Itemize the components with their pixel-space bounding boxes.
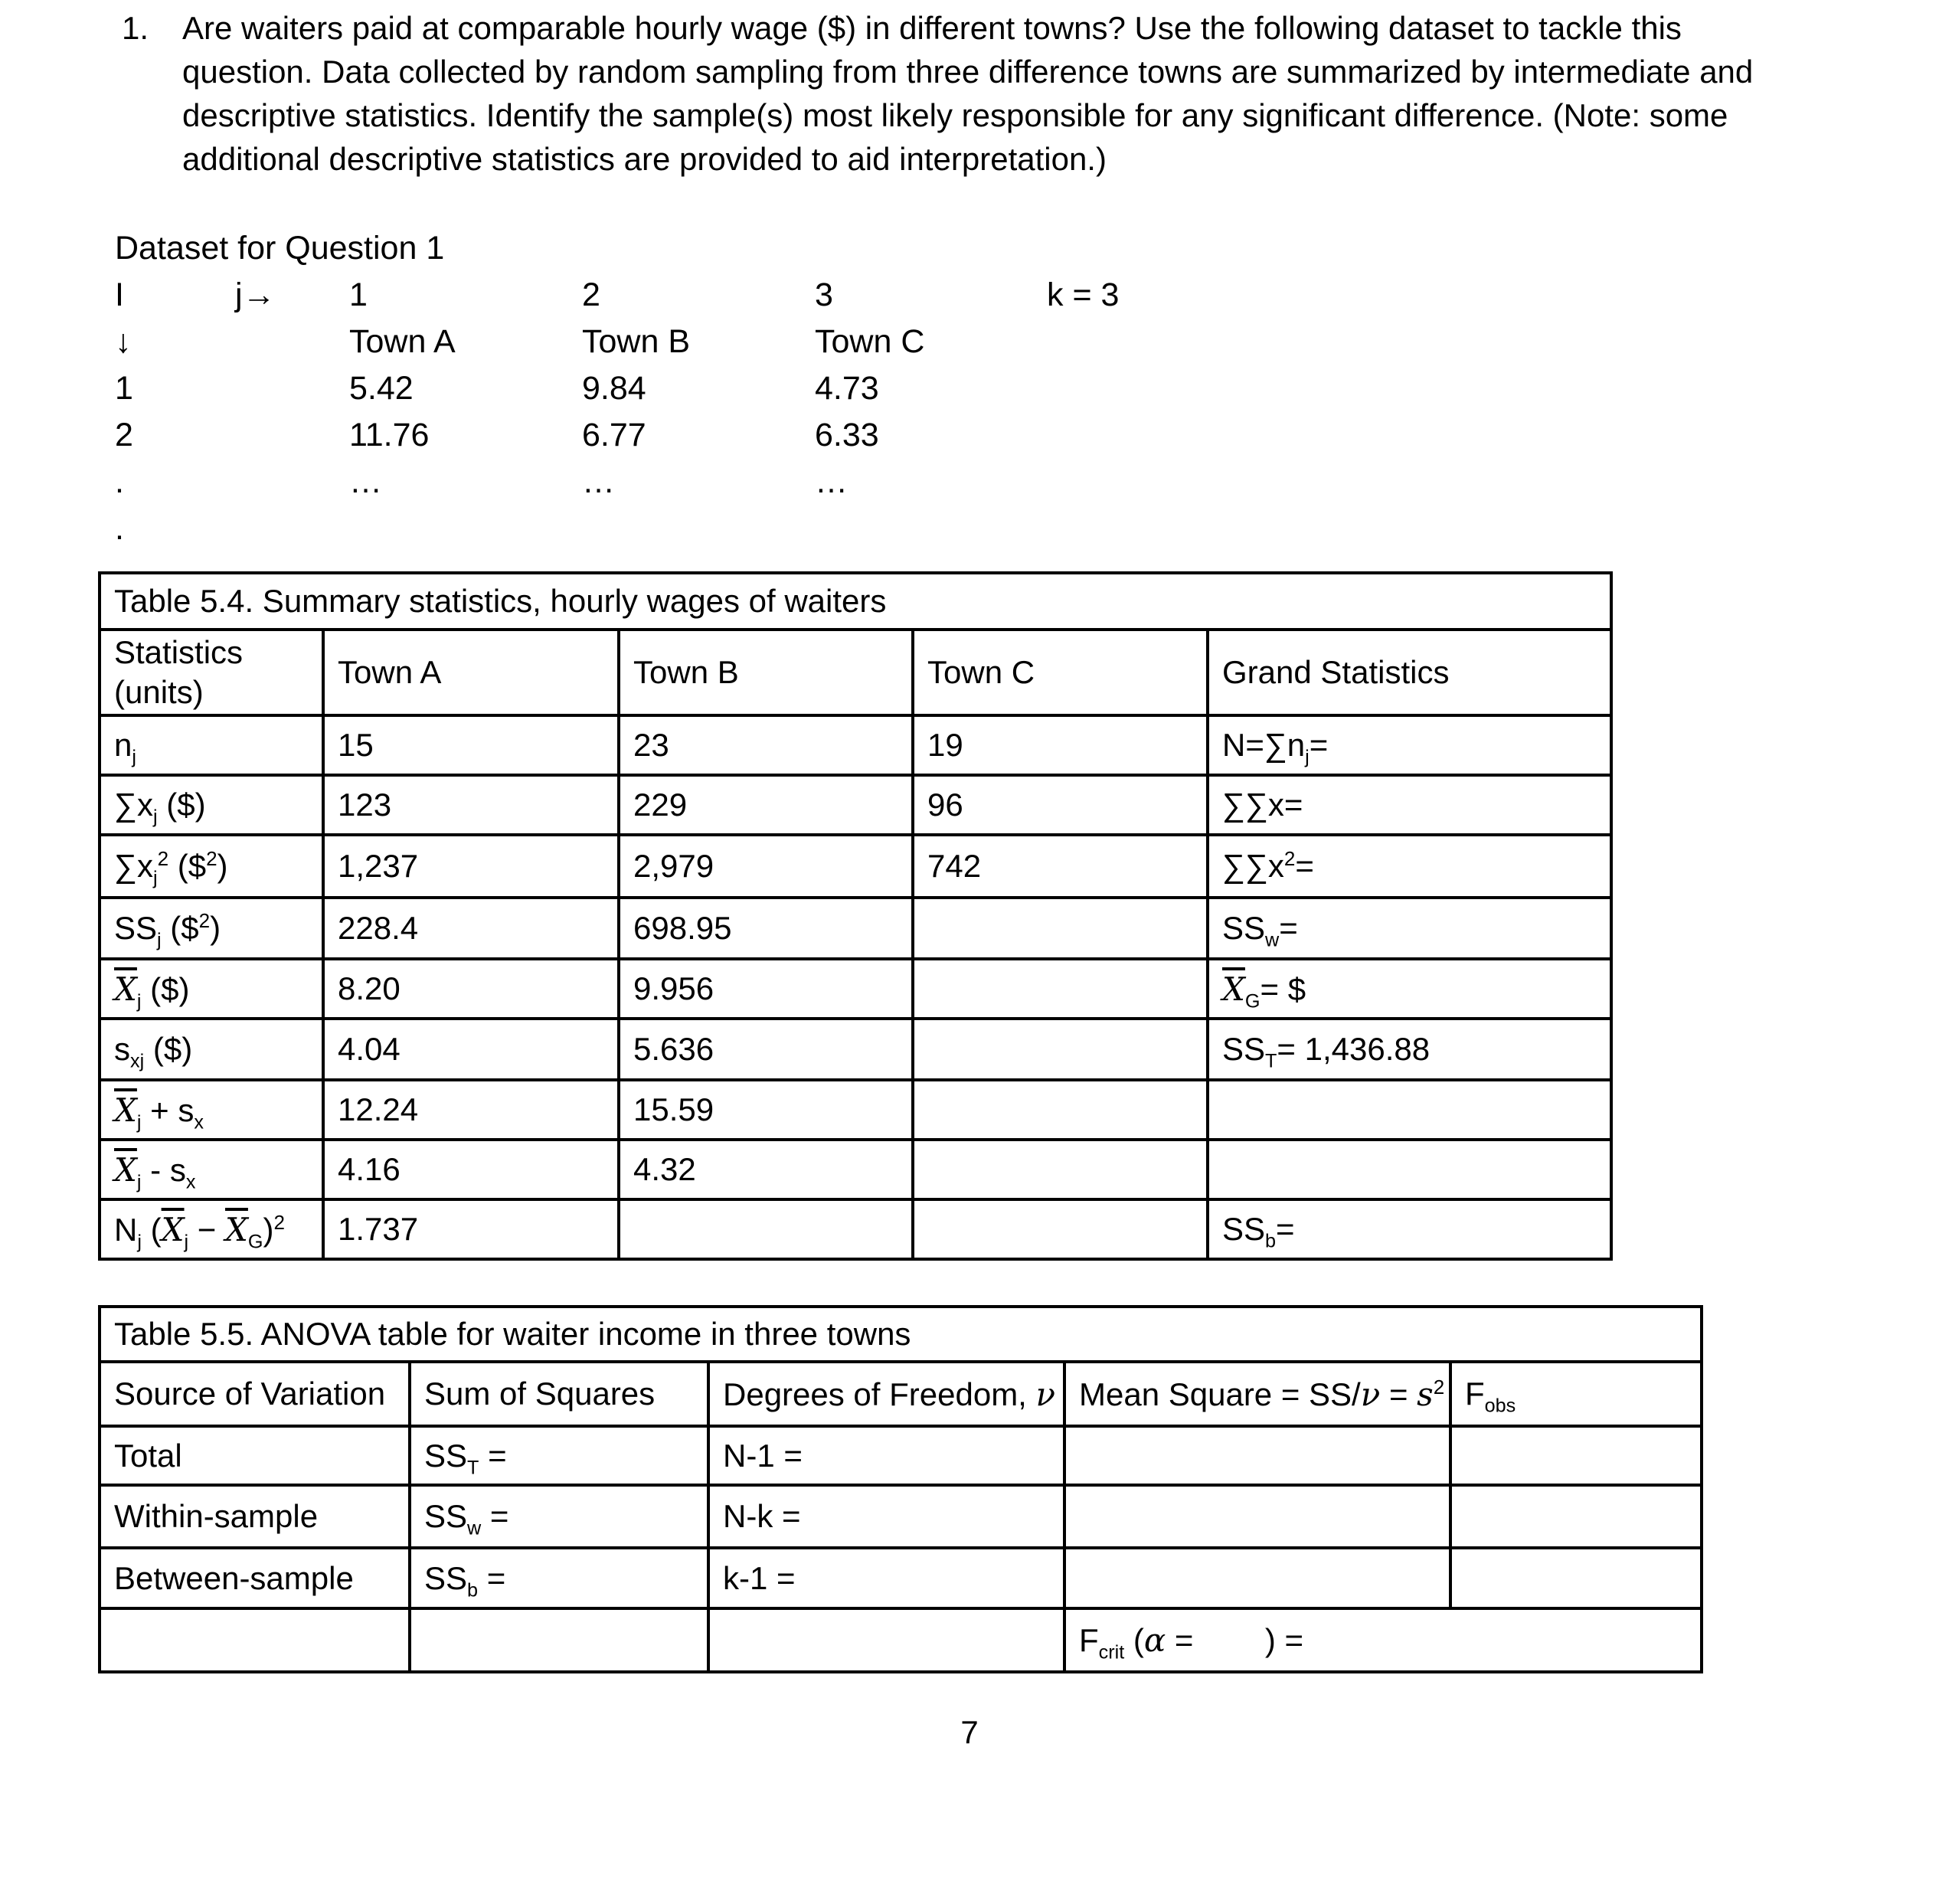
header-grand-statistics: Grand Statistics xyxy=(1208,630,1611,715)
grand-cell: $SS_w=$ xyxy=(1208,898,1611,959)
town-c-value: 4.73 xyxy=(815,370,879,407)
table-row xyxy=(100,1080,1611,1140)
table-row xyxy=(100,1426,1702,1485)
header-town-a: Town A xyxy=(323,630,619,715)
row-label-cell: $\overline{X}_j + s_x$ xyxy=(100,1080,323,1140)
grand-cell: $\overline{X}_G=$ $ xyxy=(1208,959,1611,1019)
df-cell xyxy=(708,1608,1064,1672)
ss-cell: $SS_b$ = xyxy=(410,1548,708,1608)
grand-cell: $SS_T= 1,436.88$ xyxy=(1208,1019,1611,1080)
dataset-data-row xyxy=(115,417,1340,461)
value-cell: 15.59 xyxy=(619,1080,913,1140)
ss-cell: $SS_w$ = xyxy=(410,1485,708,1548)
row-label-cell: $\sum x_j^2$ (\$$^2$) xyxy=(100,835,323,898)
summary-statistics-table xyxy=(98,571,1613,1261)
anova-table xyxy=(98,1305,1703,1673)
value-cell: 1,237 xyxy=(323,835,619,898)
town-c-value: … xyxy=(815,463,848,500)
dataset-town-row xyxy=(115,323,1340,368)
table55-title-row xyxy=(100,1307,1702,1362)
col-index-label: j→ xyxy=(235,276,276,313)
col-3-number: 3 xyxy=(815,276,833,313)
value-cell xyxy=(913,959,1208,1019)
obs-index: . xyxy=(115,510,124,547)
question-number: 1. xyxy=(122,10,149,46)
header-town-c: Town C xyxy=(913,630,1208,715)
value-cell: 23 xyxy=(619,715,913,775)
fobs-cell xyxy=(1450,1485,1702,1548)
dataset-ellipsis-row xyxy=(115,463,1340,508)
k-value: k = 3 xyxy=(1047,276,1120,313)
grand-cell: $\sum\sum x^2=$ xyxy=(1208,835,1611,898)
header-town-b: Town B xyxy=(619,630,913,715)
table54-title-row xyxy=(100,573,1611,630)
value-cell: 742 xyxy=(913,835,1208,898)
question-line-1: Are waiters paid at comparable hourly wage ($) in different towns? Use the following dataset to tackle this xyxy=(182,10,1682,46)
value-cell: 8.20 xyxy=(323,959,619,1019)
dataset-heading-row xyxy=(115,230,1340,274)
row-label-cell: $\sum x_j$ ($) xyxy=(100,775,323,835)
fobs-cell xyxy=(1450,1548,1702,1608)
dataset-ellipsis-row xyxy=(115,510,1340,555)
table55-header-row xyxy=(100,1362,1702,1426)
header-mean-square: Mean Square = $SS/\nu = s^2$ xyxy=(1064,1362,1450,1426)
row-label-cell: $SS_j$ (\$$^2$) xyxy=(100,898,323,959)
value-cell: 9.956 xyxy=(619,959,913,1019)
grand-cell: $SS_b=$ xyxy=(1208,1199,1611,1259)
down-arrow-icon: ↓ xyxy=(115,323,132,360)
table-row xyxy=(100,715,1611,775)
df-cell: N-k = xyxy=(708,1485,1064,1548)
table55-title: Table 5.5. ANOVA table for waiter income in three towns xyxy=(100,1307,1702,1362)
grand-cell xyxy=(1208,1080,1611,1140)
header-sum-of-squares: Sum of Squares xyxy=(410,1362,708,1426)
value-cell xyxy=(619,1199,913,1259)
town-b-value: 6.77 xyxy=(582,417,646,453)
table55-fcrit-row xyxy=(100,1608,1702,1672)
value-cell xyxy=(913,1140,1208,1199)
df-cell: k-1 = xyxy=(708,1548,1064,1608)
table-row xyxy=(100,898,1611,959)
town-a-value: 11.76 xyxy=(349,417,430,453)
value-cell: 4.32 xyxy=(619,1140,913,1199)
dataset-data-row xyxy=(115,370,1340,414)
grand-cell xyxy=(1208,1140,1611,1199)
table54-header-row xyxy=(100,630,1611,715)
row-label-cell: $\overline{X}_j$ ($) xyxy=(100,959,323,1019)
value-cell: 4.04 xyxy=(323,1019,619,1080)
row-label-cell: $\overline{X}_j - s_x$ xyxy=(100,1140,323,1199)
ss-cell xyxy=(410,1608,708,1672)
source-cell: Within-sample xyxy=(100,1485,410,1548)
table-row xyxy=(100,835,1611,898)
town-a-value: … xyxy=(349,463,382,500)
value-cell: 1.737 xyxy=(323,1199,619,1259)
df-cell: N-1 = xyxy=(708,1426,1064,1485)
value-cell: 5.636 xyxy=(619,1019,913,1080)
header-statistics-units: Statistics (units) xyxy=(100,630,323,715)
town-a-value: 5.42 xyxy=(349,370,414,407)
table-row xyxy=(100,1199,1611,1259)
row-label-cell: $n_j$ xyxy=(100,715,323,775)
table-row xyxy=(100,959,1611,1019)
dataset-block xyxy=(115,230,1340,567)
value-cell xyxy=(913,1080,1208,1140)
grand-cell: $N=\sum n_j=$ xyxy=(1208,715,1611,775)
table-row xyxy=(100,1485,1702,1548)
obs-index: 1 xyxy=(115,370,133,407)
row-index-label: I xyxy=(115,276,124,313)
town-b-label: Town B xyxy=(582,323,691,360)
ss-cell: $SS_T$ = xyxy=(410,1426,708,1485)
value-cell xyxy=(913,1019,1208,1080)
grand-cell: ∑∑x= xyxy=(1208,775,1611,835)
town-c-label: Town C xyxy=(815,323,925,360)
value-cell: 698.95 xyxy=(619,898,913,959)
value-cell: 15 xyxy=(323,715,619,775)
town-b-value: 9.84 xyxy=(582,370,646,407)
ms-cell xyxy=(1064,1485,1450,1548)
value-cell: 2,979 xyxy=(619,835,913,898)
obs-index: . xyxy=(115,463,124,500)
dataset-index-row xyxy=(115,276,1340,321)
question-line-4: additional descriptive statistics are provided to aid interpretation.) xyxy=(182,141,1107,177)
page-number: 7 xyxy=(960,1714,979,1750)
header-source-of-variation: Source of Variation xyxy=(100,1362,410,1426)
question-line-2: question. Data collected by random sampling from three difference towns are summarized by intermediate and xyxy=(182,54,1754,90)
col-2-number: 2 xyxy=(582,276,600,313)
table-row xyxy=(100,775,1611,835)
value-cell: 4.16 xyxy=(323,1140,619,1199)
source-cell: Between-sample xyxy=(100,1548,410,1608)
question-line-3: descriptive statistics. Identify the sample(s) most likely responsible for any significant difference. (Note: some xyxy=(182,97,1728,133)
town-b-value: … xyxy=(582,463,615,500)
value-cell: 228.4 xyxy=(323,898,619,959)
value-cell xyxy=(913,898,1208,959)
header-f-obs: $F_{obs}$ xyxy=(1450,1362,1702,1426)
ms-cell xyxy=(1064,1426,1450,1485)
town-a-label: Town A xyxy=(349,323,456,360)
value-cell: 96 xyxy=(913,775,1208,835)
value-cell: 123 xyxy=(323,775,619,835)
table54-title: Table 5.4. Summary statistics, hourly wages of waiters xyxy=(100,573,1611,630)
question-text xyxy=(182,6,1753,181)
dataset-heading: Dataset for Question 1 xyxy=(115,230,445,267)
table-row xyxy=(100,1548,1702,1608)
col-1-number: 1 xyxy=(349,276,368,313)
row-label-cell: $s_{xj}$ ($) xyxy=(100,1019,323,1080)
header-degrees-of-freedom: Degrees of Freedom, ν xyxy=(708,1362,1064,1426)
obs-index: 2 xyxy=(115,417,133,453)
source-cell: Total xyxy=(100,1426,410,1485)
source-cell xyxy=(100,1608,410,1672)
value-cell: 12.24 xyxy=(323,1080,619,1140)
table-row xyxy=(100,1140,1611,1199)
value-cell: 229 xyxy=(619,775,913,835)
row-label-cell: $N_j$ $(\overline{X}_j - \overline{X}_G)^2$ xyxy=(100,1199,323,1259)
value-cell: 19 xyxy=(913,715,1208,775)
ms-cell xyxy=(1064,1548,1450,1608)
fcrit-cell: $F_{crit}$ (α = ) = xyxy=(1064,1608,1702,1672)
value-cell xyxy=(913,1199,1208,1259)
fobs-cell xyxy=(1450,1426,1702,1485)
table-row xyxy=(100,1019,1611,1080)
town-c-value: 6.33 xyxy=(815,417,879,453)
